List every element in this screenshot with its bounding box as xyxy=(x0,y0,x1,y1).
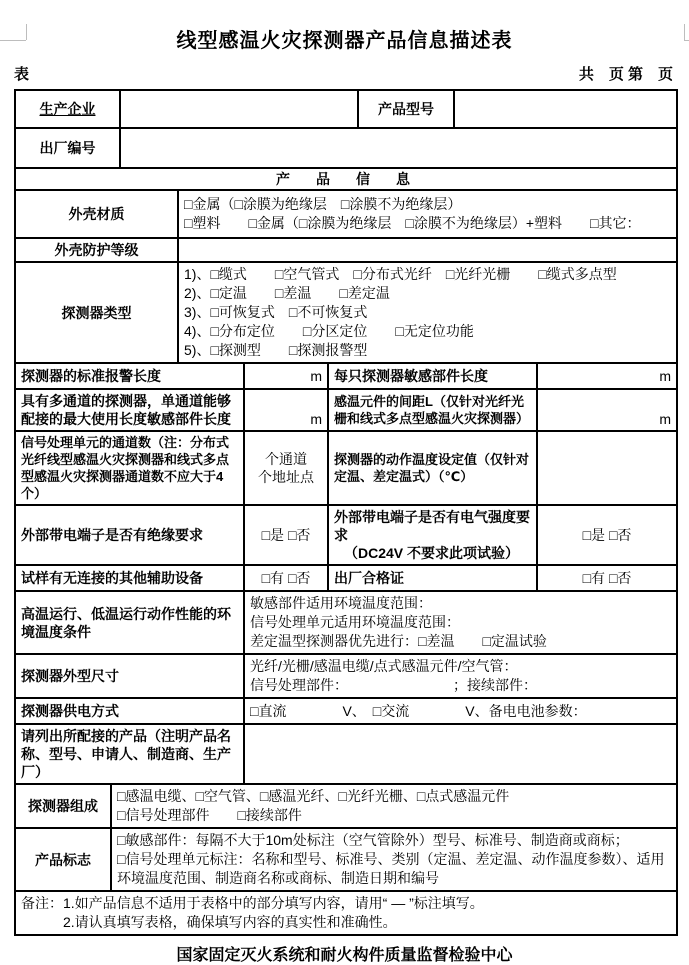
std-alarm-length-field[interactable]: m xyxy=(244,363,328,389)
dimensions-content xyxy=(244,654,677,698)
channel-count-line2: 个地址点 xyxy=(258,469,314,485)
remarks-table xyxy=(14,890,678,936)
action-temp-value-field[interactable] xyxy=(537,431,677,505)
connected-products-field[interactable] xyxy=(244,724,677,784)
certificate-options[interactable]: □有 □否 xyxy=(537,565,677,591)
page-counter: 共 页 第 页 xyxy=(578,66,673,83)
std-alarm-length-label: 探测器的标准报警长度 xyxy=(15,363,244,389)
metrics-table xyxy=(14,362,678,592)
detector-type-line5[interactable]: 5)、□探测型 □探测报警型 xyxy=(184,342,368,358)
document-page xyxy=(0,24,689,964)
shell-material-line2[interactable]: □塑料 □金属（□涂膜为绝缘层 □涂膜不为绝缘层）+塑料 □其它： xyxy=(184,215,641,231)
marking-label: 产品标志 xyxy=(15,828,111,891)
power-supply-options[interactable]: □直流 V、 □交流 V、备电电池参数： xyxy=(244,698,677,724)
detector-type-line1[interactable]: 1)、□缆式 □空气管式 □分布式光纤 □光纤光栅 □缆式多点型 xyxy=(184,266,617,282)
channel-count-field[interactable] xyxy=(244,431,328,505)
crop-mark-top-left-h xyxy=(0,40,26,41)
conditions-table xyxy=(14,590,678,785)
detector-type-label: 探测器类型 xyxy=(15,262,178,363)
insulation-requirement-label: 外部带电端子是否有绝缘要求 xyxy=(15,505,244,565)
remarks-line2: 2.请认真填写表格，确保填写内容的真实性和准确性。 xyxy=(63,914,397,930)
electric-strength-options[interactable]: □是 □否 xyxy=(537,505,677,565)
shell-material-line1[interactable]: □金属（□涂膜为绝缘层 □涂膜不为绝缘层） xyxy=(184,196,462,212)
composition-table xyxy=(14,783,678,892)
electric-strength-label-line1: 外部带电端子是否有电气强度要求 xyxy=(334,509,530,543)
insulation-requirement-options[interactable]: □是 □否 xyxy=(244,505,328,565)
crop-mark-top-right xyxy=(684,24,685,40)
aux-device-label: 试样有无连接的其他辅助设备 xyxy=(15,565,244,591)
environment-line1[interactable]: 敏感部件适用环境温度范围： xyxy=(250,595,432,611)
remarks-line1: 备注：1.如产品信息不适用于表格中的部分填写内容，请用“ — ”标注填写。 xyxy=(21,895,484,911)
serial-value-field[interactable] xyxy=(120,128,677,168)
marking-line2[interactable]: □信号处理单元标注：名称和型号、标准号、类别（定温、差定温、动作温度参数）、适用环境温度范围、制造商名称或商标、制造日期和编号 xyxy=(117,851,665,886)
shell-type-table xyxy=(14,189,678,364)
power-supply-label: 探测器供电方式 xyxy=(15,698,244,724)
composition-label: 探测器组成 xyxy=(15,784,111,828)
shell-protection-label: 外壳防护等级 xyxy=(15,238,178,262)
detector-type-options xyxy=(178,262,677,363)
page-title: 线型感温火灾探测器产品信息描述表 xyxy=(176,30,513,52)
detector-type-line4[interactable]: 4)、□分布定位 □分区定位 □无定位功能 xyxy=(184,323,474,339)
environment-line2[interactable]: 信号处理单元适用环境温度范围： xyxy=(250,614,460,630)
multichannel-length-label: 具有多通道的探测器，单通道能够配接的最大使用长度敏感部件长度 xyxy=(15,389,244,431)
per-detector-length-label: 每只探测器敏感部件长度 xyxy=(328,363,537,389)
dimensions-line2[interactable]: 信号处理部件： ；接续部件： xyxy=(250,677,537,693)
section-banner-table xyxy=(14,167,678,191)
serial-label: 出厂编号 xyxy=(15,128,120,168)
manufacturer-label: 生产企业 xyxy=(39,101,96,117)
marking-options xyxy=(111,828,677,891)
environment-line3[interactable]: 差定温型探测器优先进行：□差温 □定温试验 xyxy=(250,633,547,649)
electric-strength-label xyxy=(328,505,537,565)
marking-line1[interactable]: □敏感部件：每隔不大于10m处标注（空气管除外）型号、标准号、制造商或商标； xyxy=(117,832,629,848)
composition-line2[interactable]: □信号处理部件 □接续部件 xyxy=(117,807,302,823)
crop-mark-top-left xyxy=(26,24,27,40)
element-spacing-label: 感温元件的间距L（仅针对光纤光栅和线式多点型感温火灾探测器） xyxy=(328,389,537,431)
remarks-cell xyxy=(15,891,677,935)
detector-type-line2[interactable]: 2)、□定温 □差温 □差定温 xyxy=(184,285,390,301)
aux-device-options[interactable]: □有 □否 xyxy=(244,565,328,591)
model-label: 产品型号 xyxy=(358,90,454,128)
shell-material-label: 外壳材质 xyxy=(15,190,178,238)
composition-options xyxy=(111,784,677,828)
element-spacing-field[interactable]: m xyxy=(537,389,677,431)
dimensions-line1[interactable]: 光纤/光栅/感温电缆/点式感温元件/空气管： xyxy=(250,658,518,674)
sheet-label: 表 xyxy=(14,66,30,83)
electric-strength-label-line2: （DC24V 不要求此项试验） xyxy=(344,545,520,561)
shell-material-options xyxy=(178,190,677,238)
connected-products-label: 请列出所配接的产品（注明产品名称、型号、申请人、制造商、生产厂） xyxy=(15,724,244,784)
shell-protection-value-field[interactable] xyxy=(178,238,677,262)
environment-conditions-content xyxy=(244,591,677,654)
channel-count-label: 信号处理单元的通道数（注：分布式光纤线型感温火灾探测器和线式多点型感温火灾探测器通道数不应大于4个） xyxy=(15,431,244,505)
header-table xyxy=(14,89,678,169)
section-title: 产 品 信 息 xyxy=(15,168,677,190)
multichannel-length-field[interactable]: m xyxy=(244,389,328,431)
sub-header xyxy=(14,63,673,84)
composition-line1[interactable]: □感温电缆、□空气管、□感温光纤、□光纤光栅、□点式感温元件 xyxy=(117,788,510,804)
dimensions-label: 探测器外型尺寸 xyxy=(15,654,244,698)
channel-count-line1: 个通道 xyxy=(265,451,307,467)
manufacturer-value-field[interactable] xyxy=(120,90,358,128)
crop-mark-top-right-h xyxy=(684,40,689,41)
certificate-label: 出厂合格证 xyxy=(328,565,537,591)
action-temp-label: 探测器的动作温度设定值（仅针对定温、差定温式）（℃） xyxy=(328,431,537,505)
environment-conditions-label: 高温运行、低温运行动作性能的环境温度条件 xyxy=(15,591,244,654)
model-value-field[interactable] xyxy=(454,90,677,128)
inspection-center-footer: 国家固定灭火系统和耐火构件质量监督检验中心 xyxy=(176,947,513,964)
per-detector-length-field[interactable]: m xyxy=(537,363,677,389)
detector-type-line3[interactable]: 3)、□可恢复式 □不可恢复式 xyxy=(184,304,368,320)
